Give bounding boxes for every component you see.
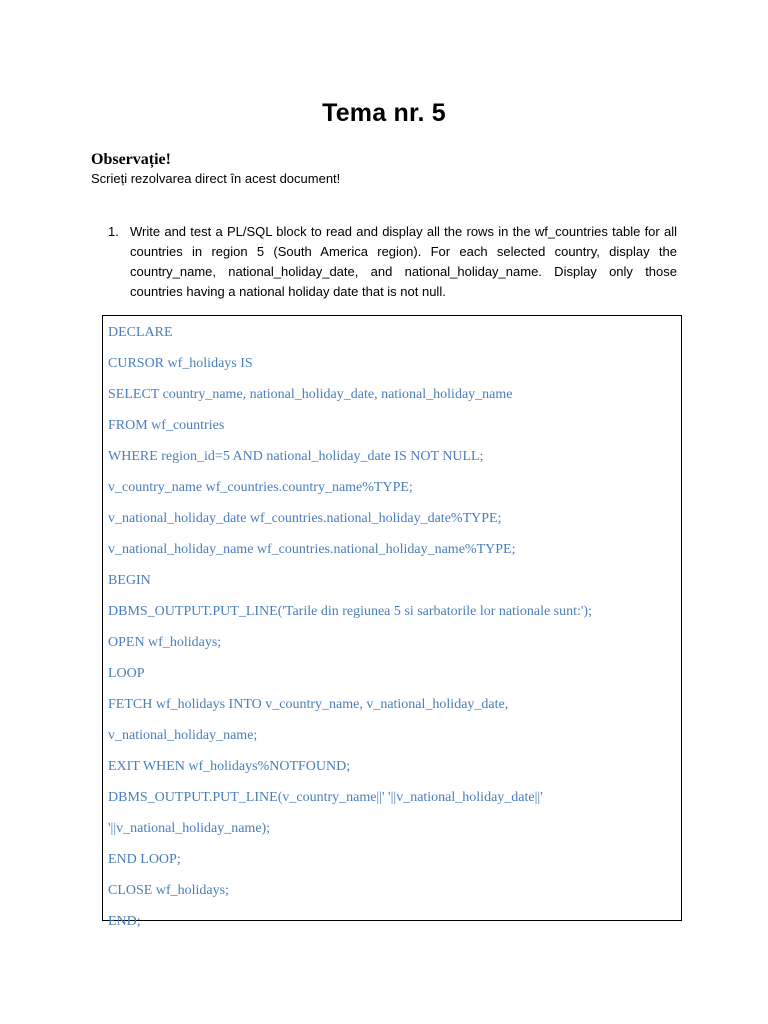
code-line: END LOOP;	[108, 852, 181, 867]
code-line: OPEN wf_holidays;	[108, 635, 222, 650]
code-line: v_national_holiday_date wf_countries.national_holiday_date%TYPE;	[108, 511, 502, 526]
task-text: Write and test a PL/SQL block to read and display all the rows in the wf_countries table for all countries in region 5 (South America region). For each selected country, display the country_name, national_holiday_date, and national_holiday_name. Display only those countries having a national holiday date that is not null.	[130, 224, 677, 299]
observation-text: Scrieți rezolvarea direct în acest document!	[91, 171, 341, 186]
code-line: v_country_name wf_countries.country_name%TYPE;	[108, 480, 413, 495]
code-line: FETCH wf_holidays INTO v_country_name, v_national_holiday_date,	[108, 697, 509, 712]
task-item	[108, 222, 677, 302]
page-title: Tema nr. 5	[322, 99, 446, 127]
code-line: CLOSE wf_holidays;	[108, 883, 229, 898]
code-line: EXIT WHEN wf_holidays%NOTFOUND;	[108, 759, 351, 774]
code-line: '||v_national_holiday_name);	[108, 821, 271, 836]
code-line: CURSOR wf_holidays IS	[108, 356, 253, 371]
code-line: DECLARE	[108, 325, 173, 340]
code-line: WHERE region_id=5 AND national_holiday_date IS NOT NULL;	[108, 449, 484, 464]
task-number: 1.	[108, 224, 119, 239]
code-line: SELECT country_name, national_holiday_date, national_holiday_name	[108, 387, 513, 402]
code-line: END;	[108, 914, 141, 929]
observation-heading: Observație!	[91, 151, 171, 168]
code-line: v_national_holiday_name wf_countries.national_holiday_name%TYPE;	[108, 542, 516, 557]
code-line: BEGIN	[108, 573, 151, 588]
code-answer-box	[102, 315, 682, 929]
code-line: FROM wf_countries	[108, 418, 225, 433]
code-line: DBMS_OUTPUT.PUT_LINE('Tarile din regiunea 5 si sarbatorile lor nationale sunt:');	[108, 604, 592, 619]
code-line: DBMS_OUTPUT.PUT_LINE(v_country_name||' '||v_national_holiday_date||'	[108, 790, 543, 805]
code-line: v_national_holiday_name;	[108, 728, 258, 743]
code-line: LOOP	[108, 666, 145, 681]
